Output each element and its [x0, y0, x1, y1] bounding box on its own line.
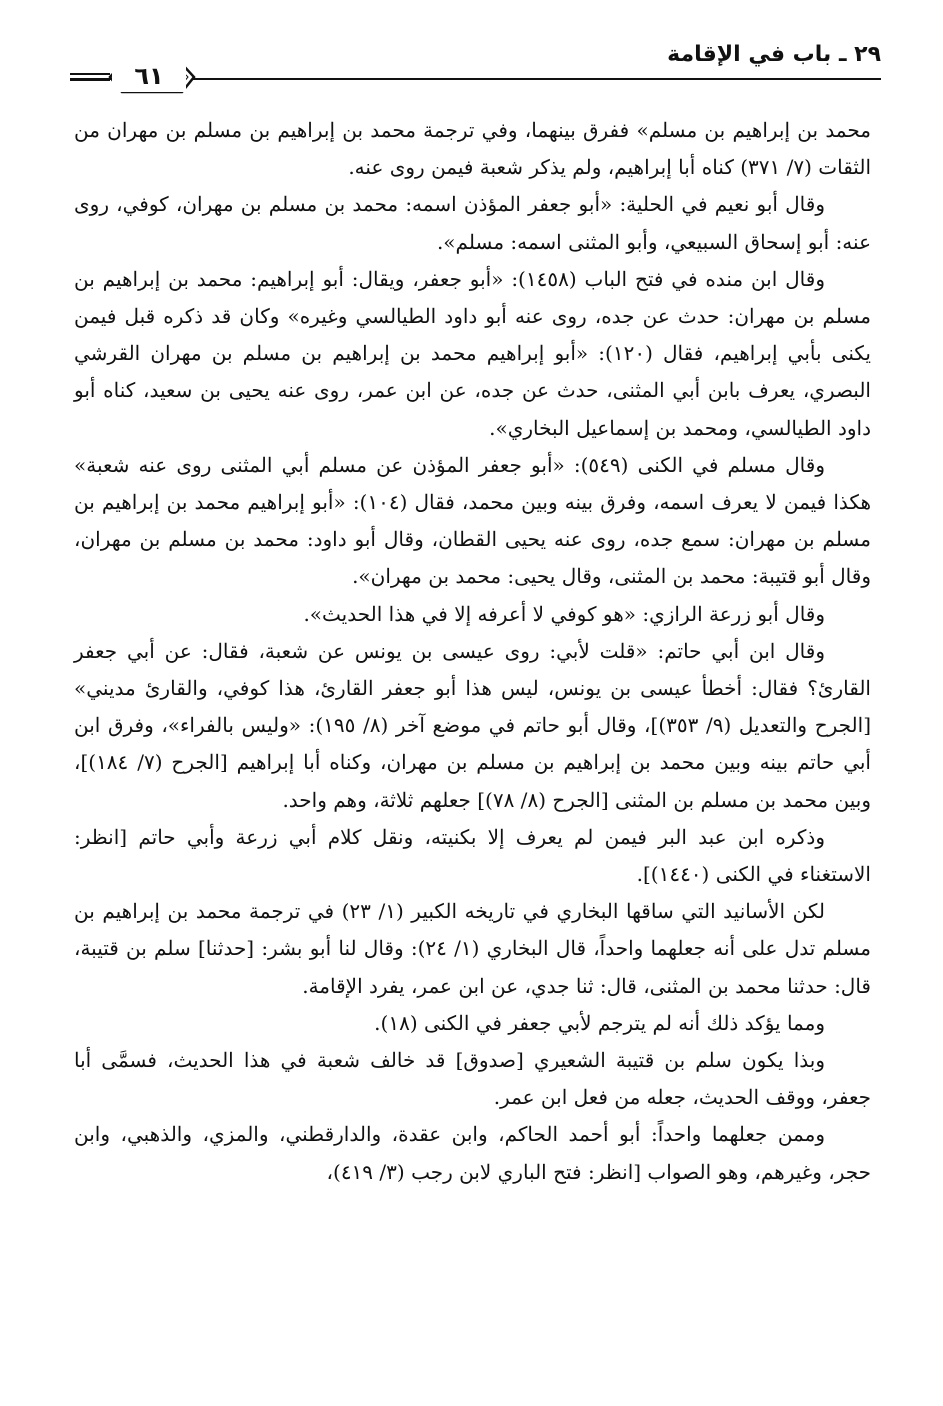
main-text [74, 112, 871, 1191]
paragraph: وممن جعلهما واحداً: أبو أحمد الحاكم، وابن عقدة، والدارقطني، والمزي، والذهبي، وابن حجر، وغيرهم، وهو الصواب [انظر: فتح الباري لابن رجب (٣/ ٤١٩)، [74, 1122, 871, 1184]
paragraph: محمد بن إبراهيم بن مسلم» ففرق بينهما، وفي ترجمة محمد بن إبراهيم بن مسلم بن مهران من الثقات (٧/ ٣٧١) كناه أبا إبراهيم، ولم يذكر شعبة فيمن روى عنه. [74, 118, 871, 180]
page-header [70, 38, 881, 102]
paragraph: وقال أبو زرعة الرازي: «هو كوفي لا أعرفه إلا في هذا الحديث». [303, 601, 825, 626]
paragraph: لكن الأسانيد التي ساقها البخاري في تاريخه الكبير (١/ ٢٣) في ترجمة محمد بن إبراهيم بن مسلم تدل على أنه جعلهما واحداً، قال البخاري (١/ ٢٤): وقال لنا أبو بشر: [حدثنا] سلم بن قتيبة، قال: حدثنا محمد بن المثنى، قال: ثنا جدي، عن ابن عمر، يفرد الإقامة. [74, 899, 871, 998]
page-number: ٦١ [112, 60, 186, 92]
paragraph: وقال أبو نعيم في الحلية: «أبو جعفر المؤذن اسمه: محمد بن مسلم بن مهران، كوفي، روى عنه: أبو إسحاق السبيعي، وأبو المثنى اسمه: مسلم». [74, 192, 871, 254]
paragraph: وبذا يكون سلم بن قتيبة الشعيري [صدوق] قد خالف شعبة في هذا الحديث، فسمَّى أبا جعفر، ووقف الحديث، جعله من فعل ابن عمر. [74, 1048, 871, 1110]
paragraph: وقال ابن منده في فتح الباب (١٤٥٨): «أبو جعفر، ويقال: أبو إبراهيم: محمد بن إبراهيم بن مسلم بن مهران: حدث عن جده، روى عنه أبو داود الطيالسي وغيره» وكان قد ذكره قبل فيمن يكنى بأبي إبراهيم، فقال (١٢٠): «أبو إبراهيم محمد بن إبراهيم بن مسلم بن مهران القرشي البصري، يعرف بابن أبي المثنى، حدث عن جده، عن ابن عمر، روى عنه يحيى بن سعيد، كناه أبو داود الطيالسي، ومحمد بن إسماعيل البخاري». [74, 266, 871, 440]
paragraph: وذكره ابن عبد البر فيمن لم يعرف إلا بكنيته، ونقل كلام أبي زرعة وأبي حاتم [انظر: الاستغناء في الكنى (١٤٤٠)]. [74, 824, 871, 887]
page-number-badge [70, 50, 220, 108]
paragraph: ومما يؤكد ذلك أنه لم يترجم لأبي جعفر في الكنى (١٨). [374, 1010, 825, 1035]
paragraph: وقال مسلم في الكنى (٥٤٩): «أبو جعفر المؤذن عن مسلم أبي المثنى روى عنه شعبة» هكذا فيمن لا يعرف اسمه، وفرق بينه وبين محمد، فقال (١٠٤): «أبو إبراهيم محمد بن إبراهيم بن مسلم بن مهران: سمع جده، روى عنه يحيى القطان، وقال أبو داود: محمد بن مسلم بن مهران، وقال أبو قتيبة: محمد بن المثنى، وقال يحيى: محمد بن مهران». [74, 452, 871, 589]
paragraph: وقال ابن أبي حاتم: «قلت لأبي: روى عيسى بن يونس عن شعبة، فقال: عن أبي جعفر القارئ؟ فقال: أخطأ عيسى بن يونس، ليس هذا أبو جعفر القارئ، هذا كوفي، والقارئ مديني» [الجرح والتعديل (٩/ ٣٥٣)]، وقال أبو حاتم في موضع آخر (٨/ ١٩٥): «وليس بالفراء»، وفرق ابن أبي حاتم بينه وبين محمد بن إبراهيم بن مسلم بن مهران، وكناه أبا إبراهيم [الجرح (٧/ ١٨٤)]، وبين محمد بن مسلم بن المثنى [الجرح (٨/ ٧٨)] جعلهم ثلاثة، وهم واحد. [74, 638, 871, 812]
chapter-title: ٢٩ ـ باب في الإقامة [667, 42, 881, 67]
